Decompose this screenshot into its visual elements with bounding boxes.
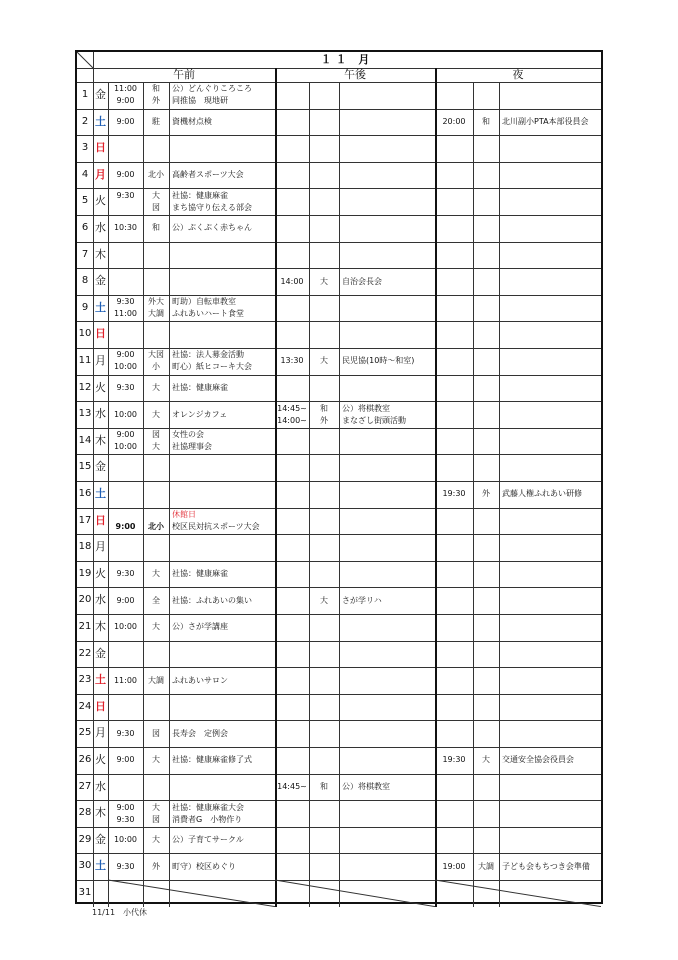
event-name: 子ども会もちつき会準備 [502, 861, 590, 871]
event-place: 小 [152, 362, 160, 372]
event-place: 大調 [148, 675, 164, 685]
day-of-week: 木 [95, 806, 106, 820]
event-time: 19:30 [442, 489, 466, 499]
event-time: 9:30 [116, 569, 135, 579]
day-of-week: 日 [95, 513, 106, 527]
event-place: 大調 [478, 861, 494, 871]
day-of-week: 金 [95, 832, 106, 846]
event-place: 駐 [152, 116, 160, 126]
day-of-week: 火 [95, 194, 106, 208]
event-time: 11:00 [113, 675, 138, 685]
event-name: 資機材点検 [172, 116, 212, 126]
day-of-week: 水 [95, 407, 106, 421]
event-place: 全 [152, 595, 160, 605]
schedule-table [75, 50, 603, 904]
event-place: 図 [152, 814, 160, 824]
event-time: 10:00 [113, 362, 138, 372]
event-time: 9:30 [116, 297, 135, 307]
day-of-week: 金 [95, 460, 106, 474]
event-name: 町助）自転車教室 [172, 297, 236, 307]
event-time: 9:00 [116, 430, 135, 440]
day-number: 27 [78, 780, 92, 792]
event-name: 交通安全協会役員会 [502, 755, 574, 765]
event-time: 9:00 [116, 802, 135, 812]
day-number: 11 [78, 355, 92, 366]
event-time: 9:00 [116, 170, 135, 180]
day-of-week: 日 [95, 141, 106, 155]
event-time: 10:00 [113, 622, 138, 632]
day-of-week: 月 [95, 167, 106, 181]
event-name: さが学リハ [342, 595, 382, 605]
day-of-week: 木 [95, 433, 106, 447]
day-of-week: 火 [95, 380, 106, 394]
event-place: 図 [152, 728, 160, 738]
section-header-night: 夜 [512, 68, 524, 81]
event-name: 社協：健康麻雀大会 [172, 802, 244, 812]
event-time: 14:45~ [277, 403, 307, 413]
event-name: まち協守り伝える部会 [172, 202, 252, 212]
footnote: 11/11 小代休 [92, 908, 148, 917]
event-place: 外大 [148, 297, 164, 307]
day-number: 12 [78, 381, 92, 393]
event-name: 社協：ふれあいの集い [172, 595, 252, 605]
event-name: オレンジカフェ [172, 409, 228, 419]
day-number: 26 [78, 754, 92, 765]
event-time: 9:00 [116, 595, 135, 605]
event-time: 14:00~ [277, 415, 307, 425]
day-number: 8 [81, 275, 89, 287]
section-header-morning: 午前 [173, 68, 195, 81]
event-time: 10:30 [113, 223, 138, 233]
event-name: 公）さが学講座 [172, 622, 228, 632]
event-name: 社協：健康麻雀修了式 [172, 755, 252, 765]
event-place: 大 [152, 835, 160, 845]
event-name: 消費者G 小物作り [172, 814, 243, 824]
event-time: 11:00 [113, 309, 138, 319]
day-number: 31 [78, 887, 92, 898]
event-time: 10:00 [113, 442, 138, 452]
event-name: 町守）校区めぐり [172, 861, 236, 871]
event-time: 9:30 [116, 814, 135, 824]
day-number: 30 [78, 860, 92, 872]
day-of-week: 月 [95, 354, 106, 367]
day-number: 1 [81, 89, 89, 100]
event-place: 外 [152, 96, 160, 106]
day-number: 16 [78, 488, 92, 499]
event-name: 公）ぷくぷく赤ちゃん [172, 223, 252, 233]
day-number: 24 [78, 700, 92, 712]
event-name: 社協：健康麻雀 [172, 382, 228, 392]
day-of-week: 土 [95, 859, 106, 873]
event-time: 9:00 [116, 755, 135, 765]
event-place: 大 [152, 569, 160, 579]
event-name: ふれあいハート食堂 [172, 309, 244, 319]
event-time: 14:45~ [277, 781, 307, 791]
day-number: 7 [81, 248, 89, 260]
day-number: 6 [81, 222, 89, 233]
day-number: 14 [78, 434, 92, 446]
event-name: 社協理事会 [172, 442, 212, 452]
day-number: 10 [78, 328, 92, 340]
day-of-week: 水 [95, 221, 106, 234]
day-number: 13 [78, 408, 92, 420]
day-number: 4 [81, 168, 89, 180]
event-place: 和 [320, 781, 328, 791]
event-time: 13:30 [280, 356, 304, 366]
event-time: 10:00 [113, 835, 138, 845]
event-place: 大 [152, 190, 160, 200]
event-name: 武藤人権ふれあい研修 [502, 489, 582, 499]
section-header-afternoon: 午後 [344, 68, 366, 81]
event-place: 北小 [148, 170, 164, 180]
day-of-week: 土 [95, 114, 106, 128]
event-name: 長寿会 定例会 [172, 728, 228, 738]
event-place: 大 [152, 802, 160, 812]
day-of-week: 金 [95, 274, 106, 288]
day-of-week: 日 [95, 327, 106, 341]
event-time: 9:30 [116, 190, 135, 200]
day-of-week: 水 [95, 779, 106, 793]
event-place: 大図 [148, 350, 164, 360]
day-number: 15 [78, 461, 92, 473]
event-name: ふれあいサロン [172, 675, 228, 685]
day-number: 20 [78, 594, 92, 606]
day-of-week: 金 [95, 646, 106, 660]
closed-day-note: 休館日 [172, 509, 196, 519]
event-name: 女性の会 [172, 430, 204, 440]
event-time: 19:30 [442, 755, 466, 765]
event-place: 大 [320, 276, 328, 286]
day-of-week: 火 [95, 753, 106, 766]
event-name: 公）将棋教室 [342, 403, 390, 413]
event-name: 校区民対抗スポーツ大会 [172, 521, 260, 531]
event-name: 同推協 現地研 [172, 96, 228, 106]
day-number: 21 [78, 621, 92, 632]
event-place: 大 [152, 382, 160, 392]
day-number: 17 [78, 514, 92, 526]
event-name: 社協：健康麻雀 [172, 569, 228, 579]
event-time: 9:30 [116, 861, 135, 871]
event-time: 20:00 [442, 116, 466, 126]
event-name: 自治会長会 [342, 276, 382, 286]
day-number: 19 [78, 567, 92, 579]
event-name: 社協：法人募金活動 [172, 350, 244, 360]
event-time: 11:00 [113, 84, 138, 94]
event-name: 高齢者スポーツ大会 [172, 170, 244, 180]
event-time: 9:00 [116, 96, 135, 106]
event-place: 大 [320, 595, 328, 605]
day-of-week: 水 [95, 593, 106, 607]
day-number: 2 [81, 115, 89, 127]
day-number: 5 [81, 195, 89, 207]
event-place: 北小 [148, 521, 164, 531]
day-of-week: 月 [95, 540, 106, 554]
event-place: 和 [320, 403, 328, 413]
day-of-week: 土 [95, 487, 106, 500]
day-of-week: 火 [95, 566, 106, 580]
event-place: 大調 [148, 309, 164, 319]
event-time: 9:00 [116, 350, 135, 360]
event-time: 14:00 [280, 276, 304, 286]
event-place: 外 [320, 415, 328, 425]
day-number: 3 [81, 142, 89, 154]
month-title: １１ 月 [320, 53, 374, 66]
day-of-week: 金 [95, 88, 106, 101]
day-of-week: 土 [95, 673, 106, 687]
day-number: 29 [78, 833, 92, 845]
event-place: 図 [152, 202, 160, 212]
event-place: 和 [152, 223, 160, 233]
day-of-week: 土 [95, 300, 106, 314]
event-name: 社協：健康麻雀 [172, 190, 228, 200]
event-time: 19:00 [442, 861, 466, 871]
event-time: 9:30 [116, 728, 135, 738]
event-name: まなざし街頭活動 [342, 415, 406, 425]
event-name: 公）どんぐりころころ [172, 84, 252, 94]
event-name: 民児協(10時～和室) [342, 356, 415, 366]
day-of-week: 木 [95, 620, 106, 633]
day-of-week: 木 [95, 247, 106, 261]
day-of-week: 月 [95, 726, 106, 740]
event-name: 公）子育てサークル [172, 835, 244, 845]
day-number: 18 [78, 541, 92, 553]
event-time: 9:00 [115, 521, 136, 531]
event-name: 町心）紙ヒコーキ大会 [172, 362, 252, 372]
event-place: 大 [320, 356, 328, 366]
day-number: 23 [78, 674, 92, 686]
day-number: 9 [81, 301, 89, 313]
day-of-week: 日 [95, 699, 106, 713]
event-place: 和 [482, 116, 490, 126]
event-place: 大 [482, 755, 490, 765]
event-place: 和 [152, 84, 160, 94]
event-name: 北川副小PTA本部役員会 [502, 116, 589, 126]
event-place: 外 [482, 489, 490, 499]
event-time: 9:30 [116, 382, 135, 392]
event-place: 大 [152, 622, 160, 632]
event-time: 10:00 [113, 409, 138, 419]
event-place: 外 [152, 861, 160, 871]
event-place: 図 [152, 430, 160, 440]
event-name: 公）将棋教室 [342, 781, 390, 791]
empty-row-diagonals [77, 52, 601, 907]
event-place: 大 [152, 442, 160, 452]
day-number: 22 [78, 647, 92, 659]
day-number: 28 [78, 807, 92, 819]
event-place: 大 [152, 755, 160, 765]
day-number: 25 [78, 727, 92, 739]
event-time: 9:00 [116, 116, 135, 126]
event-place: 大 [152, 409, 160, 419]
